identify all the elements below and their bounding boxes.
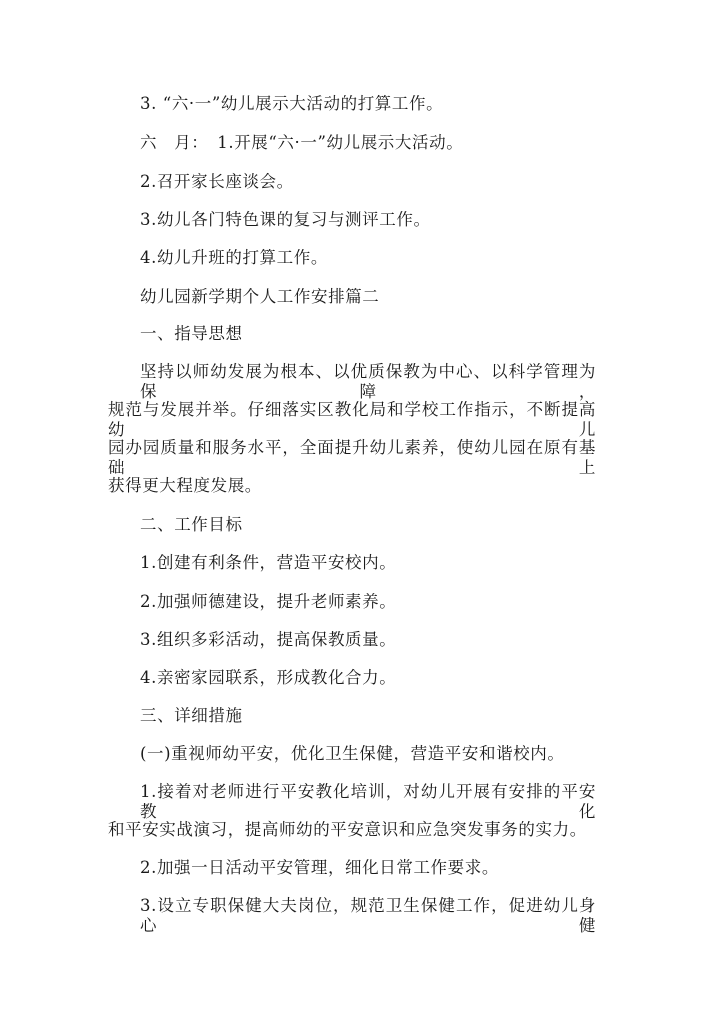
text-line: 4.亲密家园联系，形成教化合力。 [140,668,397,687]
section-title: 幼儿园新学期个人工作安排篇二 [140,287,380,306]
paragraph-line: 规范与发展并举。仔细落实区教化局和学校工作指示，不断提高幼儿 [108,400,596,439]
paragraph-line: 3.设立专职保健大夫岗位，规范卫生保健工作，促进幼儿身心健 [140,896,596,935]
text-line: (一)重视师幼平安，优化卫生保健，营造平安和谐校内。 [140,744,565,763]
text-line: 2.加强师德建设，提升老师素养。 [140,592,397,611]
section-heading: 二、工作目标 [140,515,243,534]
text-line: 六 月： 1.开展“六·一”幼儿展示大活动。 [140,133,464,152]
paragraph-line: 获得更大程度发展。 [108,476,262,495]
text-line: 3.幼儿各门特色课的复习与测评工作。 [140,210,431,229]
text-line: 1.创建有利条件，营造平安校内。 [140,553,397,572]
text-line: 2.召开家长座谈会。 [140,172,294,191]
paragraph-line: 1.接着对老师进行平安教化培训，对幼儿开展有安排的平安教化 [140,782,596,821]
text-line: 3. “六·一”幼儿展示大活动的打算工作。 [140,94,444,113]
paragraph-line: 园办园质量和服务水平，全面提升幼儿素养，使幼儿园在原有基础上 [108,438,596,477]
section-heading: 三、详细措施 [140,706,243,725]
text-line: 3.组织多彩活动，提高保教质量。 [140,630,397,649]
text-line: 4.幼儿升班的打算工作。 [140,248,328,267]
paragraph-line: 坚持以师幼发展为根本、以优质保教为中心、以科学管理为保障， [140,362,596,401]
text-line: 2.加强一日活动平安管理，细化日常工作要求。 [140,858,499,877]
section-heading: 一、指导思想 [140,324,243,343]
paragraph-line: 和平安实战演习，提高师幼的平安意识和应急突发事务的实力。 [108,820,587,839]
